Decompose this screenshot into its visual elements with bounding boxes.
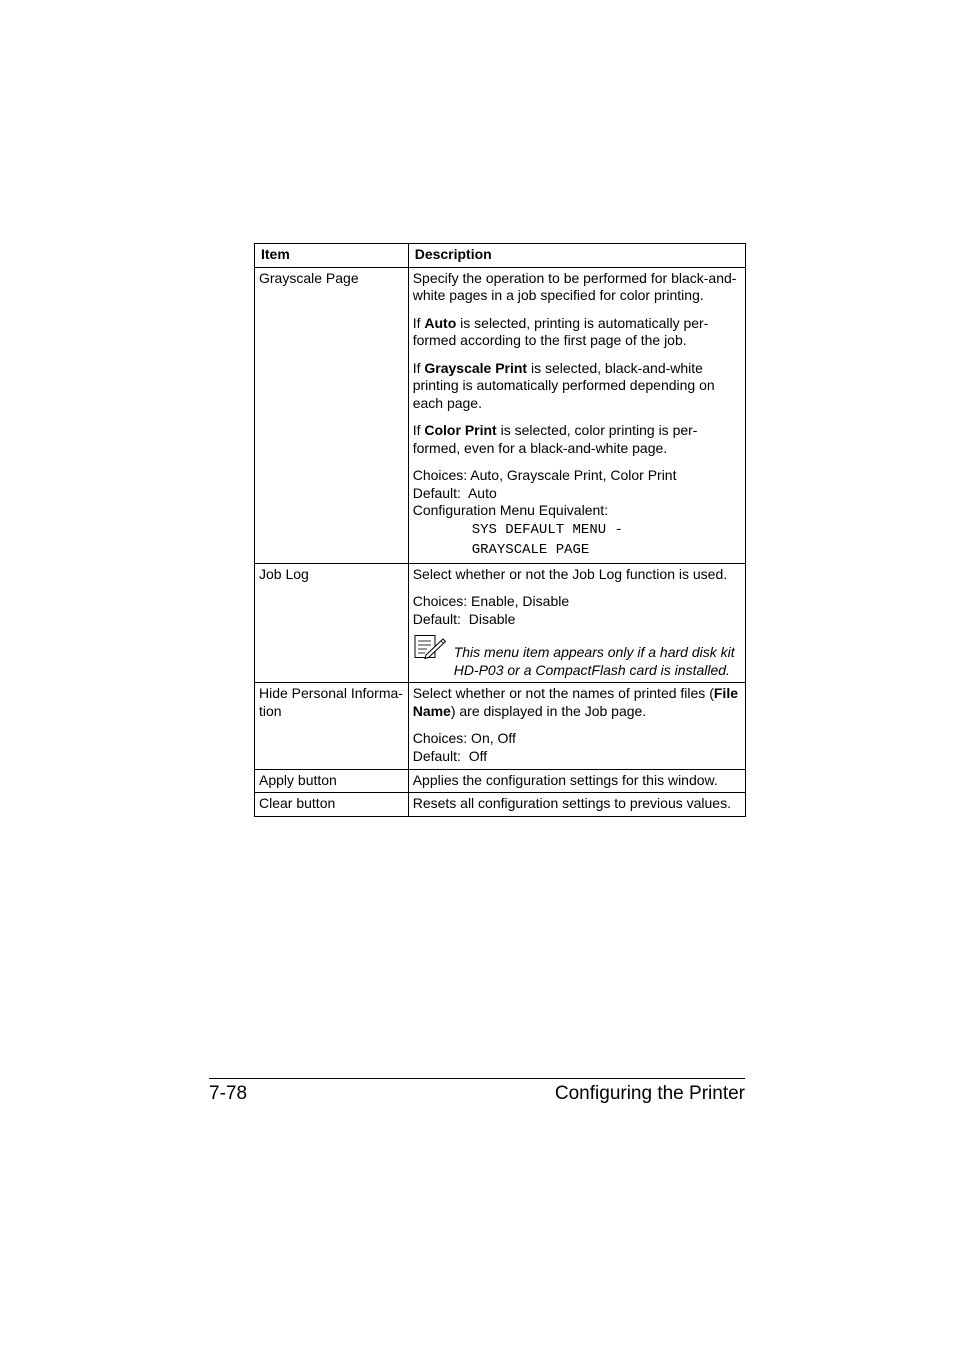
description-cell — [408, 267, 745, 563]
table-row — [255, 769, 746, 793]
description-paragraph — [413, 315, 741, 350]
column-header-item: Item — [255, 244, 409, 268]
table-row — [255, 793, 746, 817]
config-menu-path-2: GRAYSCALE PAGE — [471, 542, 590, 559]
description-cell — [408, 564, 745, 683]
page-number: 7-78 — [209, 1083, 248, 1104]
text-run: ) are displayed in the Job page. — [450, 702, 647, 719]
table-header-row — [255, 244, 746, 268]
text-run: is selected, black-and-white printing is automatically performed depending on each page. — [412, 359, 715, 411]
description-cell: Resets all configuration settings to previous values. — [408, 793, 745, 817]
choices-line: Choices: On, Off — [412, 730, 516, 747]
footer-divider — [209, 1078, 745, 1079]
default-line: Default: Off — [412, 747, 488, 764]
config-menu-path-1: SYS DEFAULT MENU - — [471, 522, 623, 539]
description-paragraph: Specify the operation to be performed for black-and-white pages in a job specified for color printing. — [412, 269, 737, 304]
description-paragraph: Select whether or not the Job Log function is used. — [412, 566, 728, 583]
text-run: is selected, printing is automatically per-formed according to the first page of the job. — [412, 314, 709, 349]
description-paragraph — [413, 685, 741, 720]
text-run: is selected, color printing is per-formed, even for a black-and-white page. — [412, 422, 698, 456]
item-cell: Clear button — [255, 793, 409, 817]
note-text: This menu item appears only if a hard disk kit HD-P03 or a CompactFlash card is installed. — [453, 644, 735, 679]
text-run: If — [412, 314, 425, 331]
table-row — [255, 683, 746, 769]
item-cell: Hide Personal Informa-tion — [255, 683, 409, 769]
item-cell: Grayscale Page — [255, 267, 409, 563]
option-name: Grayscale Print — [424, 359, 528, 376]
description-cell — [408, 683, 745, 769]
table-row — [255, 267, 746, 563]
text-run: If — [412, 422, 425, 439]
option-name: Color Print — [424, 422, 497, 439]
option-name: Auto — [424, 314, 457, 331]
choices-line: Choices: Enable, Disable — [412, 593, 570, 610]
default-line: Default: Disable — [412, 611, 516, 628]
description-paragraph — [413, 422, 741, 457]
description-cell: Applies the configuration settings for this window. — [408, 769, 745, 793]
column-header-description: Description — [408, 244, 745, 268]
text-run: If — [412, 359, 425, 376]
option-name: File Name — [412, 685, 738, 719]
choices-line: Choices: Auto, Grayscale Print, Color Print — [412, 467, 677, 484]
description-paragraph — [413, 360, 741, 413]
note-block — [413, 638, 741, 679]
config-label: Configuration Menu Equivalent: — [412, 502, 609, 519]
table-row — [255, 564, 746, 683]
text-run: Select whether or not the names of printed files ( — [412, 685, 714, 702]
item-cell: Apply button — [255, 769, 409, 793]
item-cell: Job Log — [255, 564, 409, 683]
note-pencil-icon — [413, 634, 447, 660]
settings-table — [254, 243, 746, 817]
section-title: Configuring the Printer — [554, 1083, 745, 1104]
default-line: Default: Auto — [412, 484, 497, 501]
